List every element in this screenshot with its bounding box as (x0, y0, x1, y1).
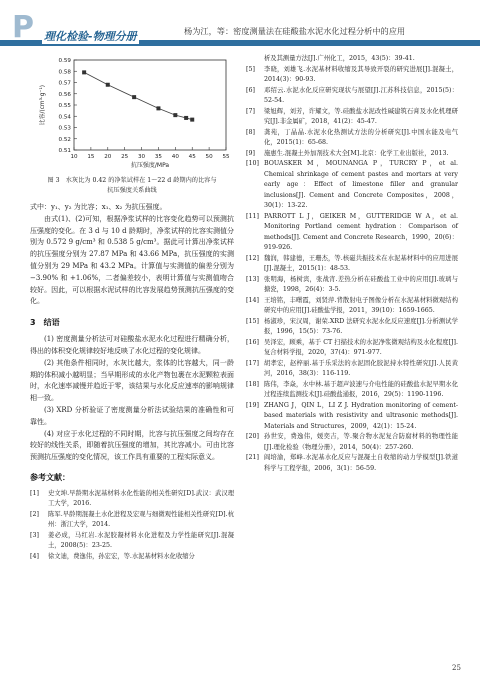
page-header (0, 0, 480, 52)
left-column (30, 54, 234, 562)
reference-number: [16] (246, 338, 259, 346)
data-point (106, 83, 110, 87)
reference-text: 胡孝宏，赵梓丽.基于乐采法的水泥固化胶泥持水特性研究[J].人民黄河，2016，38(3)：116-119. (264, 359, 458, 377)
reference-number: [3] (30, 531, 39, 539)
reference-number: [13] (246, 275, 259, 283)
x-tick-label: 55 (222, 154, 230, 160)
reference-number: [8] (246, 128, 255, 136)
x-axis-label: 抗压强度/MPa (130, 162, 170, 169)
reference-item (246, 401, 458, 433)
reference-number: [2] (30, 510, 39, 518)
reference-text: 魏润，韩建德，王珊杰，等.核磁共振技术在水泥基材料中的应用进展[J].混凝土，2015(1)：48-53. (264, 254, 458, 272)
reference-text: 陈军.早龄期混凝土水化进程及宏观与细微观性能相关性研究[D].杭州：浙江大学，2014. (48, 510, 234, 529)
reference-text: 史文坤.早龄期水泥基材料水化性能的相关性研究[D].武汉：武汉理工大学，2016. (48, 489, 234, 508)
reference-text: 吴泽宏，顾乘，基于 CT 扫描技术的水泥净浆微观结构及水化程度[J].复合材料学报，2020，37(4)：971-977. (264, 338, 458, 356)
reference-item (30, 552, 234, 563)
figure-caption-line2: 抗压强度关系曲线 (107, 187, 157, 194)
y-tick-label: 0.54 (58, 114, 71, 121)
reference-number: [11] (246, 212, 259, 220)
y-tick-label: 0.58 (58, 69, 71, 76)
reference-item (246, 359, 458, 380)
reference-item (246, 380, 458, 401)
x-tick-label: 40 (171, 154, 179, 160)
x-tick-label: 45 (188, 154, 196, 160)
reference-item (246, 54, 458, 65)
conclusion-4: (4) 对应于水化过程的不同时期，比容与抗压强度之间均存在较好的线性关系，即随着抗压强度的增加，其比容减小。可由比容预测抗压强度的变化情况，该工作具有重要的工程实际意义。 (30, 429, 234, 462)
reference-number: [18] (246, 380, 259, 388)
reference-item (30, 531, 234, 552)
reference-text: PARROTT L J，GEIKER M，GUTTERIDGE W A，et al. Monitoring Portland cement hydration：Comparison of methods[J]. Cement and Concrete Research，1990，20(6)：919-926. (264, 212, 458, 251)
reference-number: [15] (246, 317, 259, 325)
x-tick-label: 50 (205, 154, 213, 160)
x-tick-label: 20 (104, 154, 112, 160)
plot-frame (74, 60, 226, 150)
section-title: 3 结语 (30, 318, 60, 328)
x-tick-label: 35 (154, 154, 163, 160)
reference-item (246, 149, 458, 160)
reference-text: 析及其测量方法[J].广州化工，2015，43(5)：39-41. (264, 55, 415, 62)
reference-text: 徐文迪，费逸伟，孙宏宏，等.水泥基材料水化收缩分 (48, 552, 195, 560)
reference-item (30, 510, 234, 531)
data-point (184, 116, 188, 120)
equation-note: 式中：y₁、y₂ 为比容；x₁、x₂ 为抗压强度。 (30, 203, 167, 211)
reference-item (246, 159, 458, 212)
reference-text: 杨淑珍，宋汉周，谢荣.XRD 法研究水泥水化反应速度[J].分析测试学报，1996，15(5)：73-76. (264, 317, 458, 335)
reference-number: [21] (246, 454, 259, 461)
reference-text: 邓绍云.水泥水化反应研究现状与展望[J].江苏科技信息，2015(5)：52-54. (264, 86, 458, 104)
reference-text: 施惠生.混凝土外加剂技术大全[M].北京：化学工业出版社，2013. (264, 149, 449, 157)
x-tick-label: 10 (70, 154, 78, 160)
conclusion-3: (3) XRD 分析验证了密度测量分析法试验结果的准确性和可靠性。 (30, 405, 234, 426)
x-tick-label: 30 (137, 154, 146, 160)
y-tick-label: 0.52 (58, 136, 71, 143)
journal-logo (12, 12, 144, 46)
reference-text: 陈伟，李焱，水中林.基于超声波速与介电性能的硅酸盐水泥早期水化过程连续监测技术[J].硅酸盐通报，2016，29(5)：1190-1196. (264, 380, 458, 398)
page-number: 25 (452, 664, 461, 672)
reference-number: [17] (246, 359, 259, 367)
reference-number: [5] (246, 65, 255, 73)
reference-text: 龚苑，丁晶晶.水泥水化热测试方法的分析研究[J].中国水能及电气化，2015(1)：65-68. (264, 128, 458, 146)
reference-item (246, 275, 458, 296)
reference-number: [10] (246, 160, 259, 167)
y-tick-label: 0.55 (58, 103, 71, 109)
reference-number: [20] (246, 433, 259, 440)
reference-item (246, 107, 458, 128)
reference-item (246, 86, 458, 107)
reference-item (246, 128, 458, 149)
data-point (82, 70, 86, 74)
reference-text: 姜必成，马红岩.水泥胶凝材料水化进程及力学性能研究[J].混凝土，2008(5)：23-25. (48, 531, 234, 550)
reference-text: BOUASKER M，MOUNANGA P，TURCRY P，et al. Chemical shrinkage of cement pastes and mortars at very early age：Effect of limestone filler and granular inclusions[J]. Cement and Concrete Composites，2008，30(1)：13-22. (264, 160, 458, 209)
reference-number: [12] (246, 254, 259, 262)
conclusion-1: (1) 密度测量分析法可对硅酸盐水泥水化过程进行精确分析，得出的体积变化规律较好地反映了水化过程的变化规律。 (30, 335, 234, 355)
data-point (190, 118, 194, 122)
reference-text: 李晓，刘雄飞.水泥基材料收缩及其导致开裂的研究进展[J].混凝土，2014(3)：90-93. (264, 65, 458, 83)
references-left (30, 489, 234, 563)
right-column (246, 54, 458, 474)
reference-number: [9] (246, 149, 255, 157)
reference-item (246, 65, 458, 86)
specific-volume-strength-chart (30, 54, 234, 174)
reference-item (246, 317, 458, 338)
y-tick-label: 0.51 (58, 148, 71, 154)
y-tick-label: 0.53 (58, 125, 71, 132)
reference-item (30, 489, 234, 510)
y-axis-label: 比容/(cm³·g⁻¹) (40, 84, 46, 126)
logo-letter: P (12, 10, 32, 45)
reference-item (246, 432, 458, 453)
reference-number: [6] (246, 86, 255, 94)
reference-text: ZHANG J，QIN L，LI Z J. Hydration monitoring of cement-based materials with resistivity and ultrasonic methods[J]. Materials and Structures，2009，42(1)：15-24. (264, 401, 458, 430)
data-point (156, 106, 160, 110)
reference-text: 孙世安，费逸伟，媛奕吉，等.聚合物水泥复合防腐材料的物理性能[J].理化检验（物理分册），2014，50(4)：257-260. (264, 433, 458, 451)
y-tick-label: 0.59 (58, 58, 71, 64)
reference-number: [19] (246, 401, 259, 409)
data-point (173, 113, 177, 117)
reference-item (246, 453, 458, 474)
reference-item (246, 296, 458, 317)
y-tick-label: 0.57 (58, 80, 71, 87)
reference-number: [14] (246, 296, 259, 304)
reference-number: [1] (30, 489, 39, 497)
reference-item (246, 338, 458, 359)
reference-item (246, 254, 458, 275)
figure-caption-line1: 图 3 水灰比为 0.42 的净浆试样在 1～22 d 龄期内的比容与 (47, 177, 217, 184)
reference-text: 张明海，杨树宾，张战宵.差热分析在硅酸盐工业中的应用[J].玻璃与搪瓷，1998，26(4)：3-5. (264, 275, 458, 293)
reference-item (246, 212, 458, 254)
data-point (132, 95, 136, 99)
running-title: 杨为江，等：密度测量法在硅酸盐水泥水化过程分析中的应用 (184, 26, 406, 36)
reference-number: [4] (30, 552, 39, 560)
x-tick-label: 15 (87, 154, 95, 160)
reference-text: 阎培渝，郑峰.水泥基水化反应与混凝土自收缩的动力学模型[J].铁道科学与工程学报，2006，3(1)：56-59. (264, 454, 458, 472)
reference-number: [7] (246, 107, 255, 115)
reference-text: 梁旭辉，刘芳，许耀文，等.硅酸盐水泥改性碱建筑石膏及水化机理研究[J].非金属矿，2018，41(2)：45-47. (264, 107, 458, 125)
conclusion-2: (2) 其他条件相同时，水灰比越大，浆体的比容越大，同一龄期的体积减小越明显；当早期形成的水化产物包裹在水泥颗粒表面时，水化速率减慢并趋近于零，该结果与水化反应速率的影响规律相一致。 (30, 358, 234, 403)
data-line (84, 72, 192, 119)
x-tick-label: 25 (121, 154, 129, 160)
y-tick-label: 0.56 (58, 91, 71, 98)
references-right (246, 54, 458, 474)
body-paragraph: 由式(1)、(2)可知，根据净浆试样的比容变化趋势可以预测抗压强度的变化。在 3 d 与 10 d 龄期时，净浆试样的比容实测值分别为 0.572 9 g/cm³ 和 0.538 5 g/cm³。据此可计算出净浆试样的抗压强度分别为 27.87 MPa 和 43.66 MPa，抗压强度的实测值分别为 29 MPa 和 43.2 MPa。计算值与实测值的偏差分别为 −3.90% 和 +1.06%，二者偏差较小，表明计算值与实测值吻合较好。因此，可以根据水泥试样的比容发展趋势预测抗压强度的变化。 (30, 214, 234, 306)
journal-name: 理化检验-物理分册 (44, 30, 137, 43)
references-title: 参考文献： (30, 472, 70, 482)
reference-text: 王培铭，丰曙霞，刘贤萍.背散射电子图像分析在水泥基材料微观结构研究中的应用[J].硅酸盐学报，2011，39(10)：1659-1665. (264, 296, 458, 314)
